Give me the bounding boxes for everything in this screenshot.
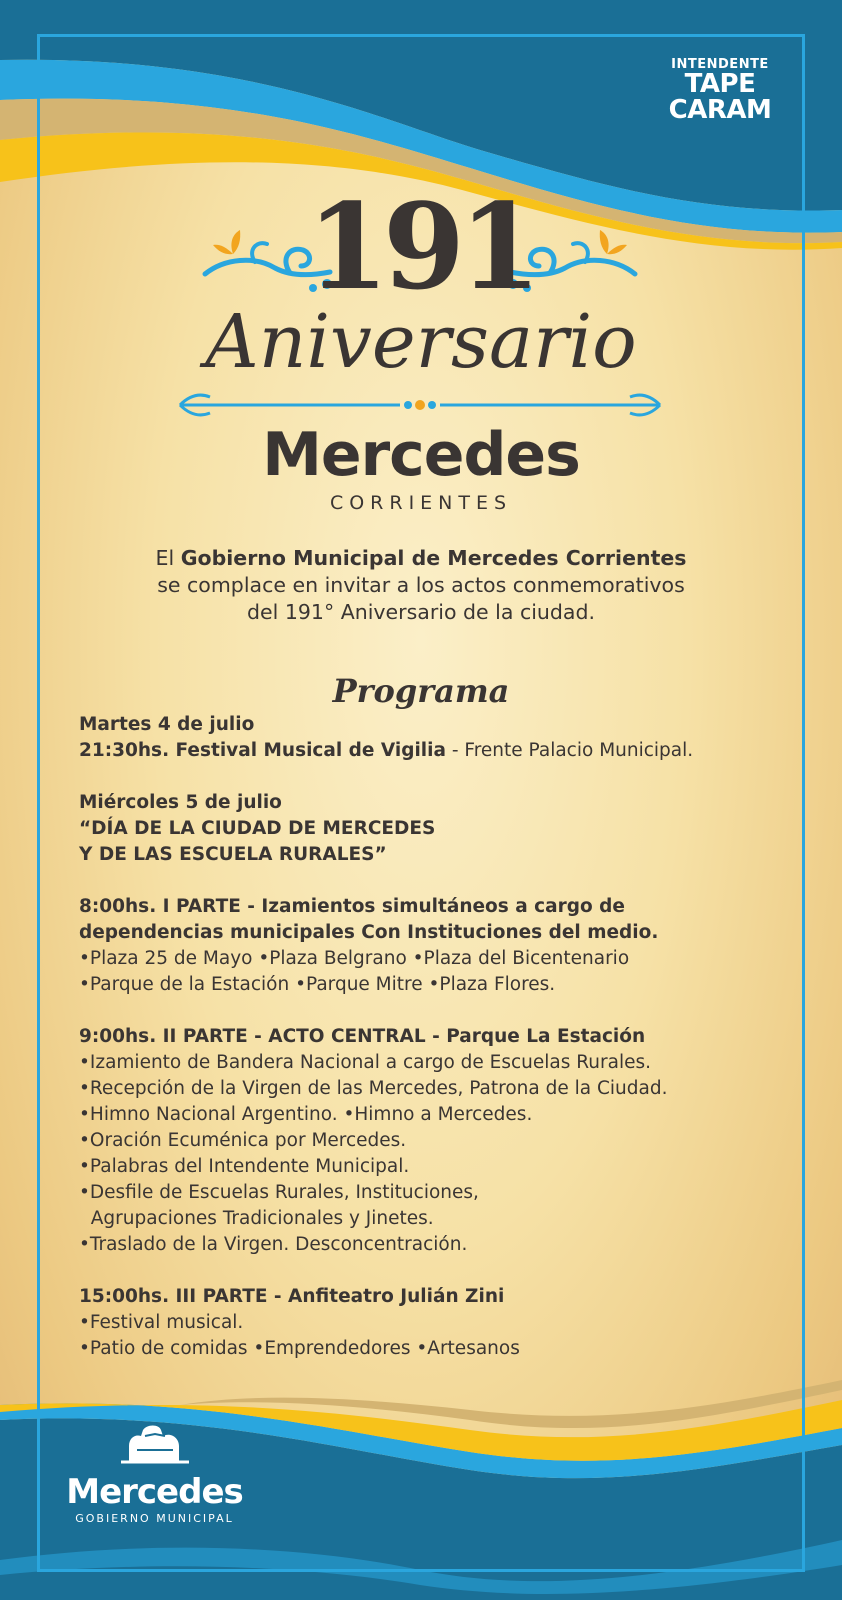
part1-heading-line1: 8:00hs. I PARTE - Izamientos simultáneos a cargo de (79, 896, 625, 917)
intro-prefix: El (155, 546, 181, 570)
part1-item: •Plaza 25 de Mayo •Plaza Belgrano •Plaza del Bicentenario (79, 948, 630, 969)
logo-name: Mercedes (66, 1472, 243, 1512)
part2-item: •Palabras del Intendente Municipal. (79, 1156, 410, 1177)
program-list (79, 712, 779, 1362)
anniversary-number: 191 (306, 177, 536, 316)
intro-line-2: se complace en invitar a los actos conmemorativos (157, 573, 685, 597)
intro-line-3: del 191° Aniversario de la ciudad. (246, 600, 596, 624)
intro-government: Gobierno Municipal de Mercedes Corrientes (180, 546, 687, 570)
logo-subtitle: GOBIERNO MUNICIPAL (75, 1512, 234, 1525)
municipal-logo (62, 1420, 247, 1525)
day1-event: 21:30hs. Festival Musical de Vigilia (79, 740, 446, 761)
program-heading: Programa (332, 672, 510, 710)
province-name: CORRIENTES (329, 492, 513, 514)
city-name: Mercedes (262, 420, 580, 490)
part2-item: •Recepción de la Virgen de las Mercedes, Patrona de la Ciudad. (79, 1078, 668, 1099)
monument-icon (115, 1420, 195, 1464)
part2-item: •Desfile de Escuelas Rurales, Instituciones, (79, 1182, 479, 1203)
part3-item: •Festival musical. (79, 1312, 244, 1333)
mayor-name-first: TAPE (684, 69, 756, 99)
part2-item: Agrupaciones Tradicionales y Jinetes. (79, 1208, 434, 1229)
invitation-text (60, 545, 782, 626)
day2-title-line1: “DÍA DE LA CIUDAD DE MERCEDES (79, 818, 436, 839)
mayor-logo (660, 58, 780, 123)
part3-item: •Patio de comidas •Emprendedores •Artesanos (79, 1338, 520, 1359)
part1-heading-line2: dependencias municipales Con Instituciones del medio. (79, 922, 659, 943)
part2-heading: 9:00hs. II PARTE - ACTO CENTRAL - Parque La Estación (79, 1026, 646, 1047)
part2-item: •Izamiento de Bandera Nacional a cargo de Escuelas Rurales. (79, 1052, 652, 1073)
day1-date: Martes 4 de julio (79, 714, 255, 735)
part1-item: •Parque de la Estación •Parque Mitre •Plaza Flores. (79, 974, 556, 995)
day2-title-line2: Y DE LAS ESCUELA RURALES” (79, 844, 387, 865)
part2-item: •Himno Nacional Argentino. •Himno a Mercedes. (79, 1104, 533, 1125)
part3-heading: 15:00hs. III PARTE - Anfiteatro Julián Zini (79, 1286, 505, 1307)
mayor-name-last: CARAM (668, 95, 772, 125)
part2-item: •Traslado de la Virgen. Desconcentración. (79, 1234, 468, 1255)
mayor-label: INTENDENTE (671, 57, 769, 72)
anniversary-word: Aniversario (205, 299, 637, 385)
part2-item: •Oración Ecuménica por Mercedes. (79, 1130, 407, 1151)
divider-ornament-icon (170, 385, 670, 425)
day2-date: Miércoles 5 de julio (79, 792, 282, 813)
day1-location: - Frente Palacio Municipal. (445, 740, 694, 761)
